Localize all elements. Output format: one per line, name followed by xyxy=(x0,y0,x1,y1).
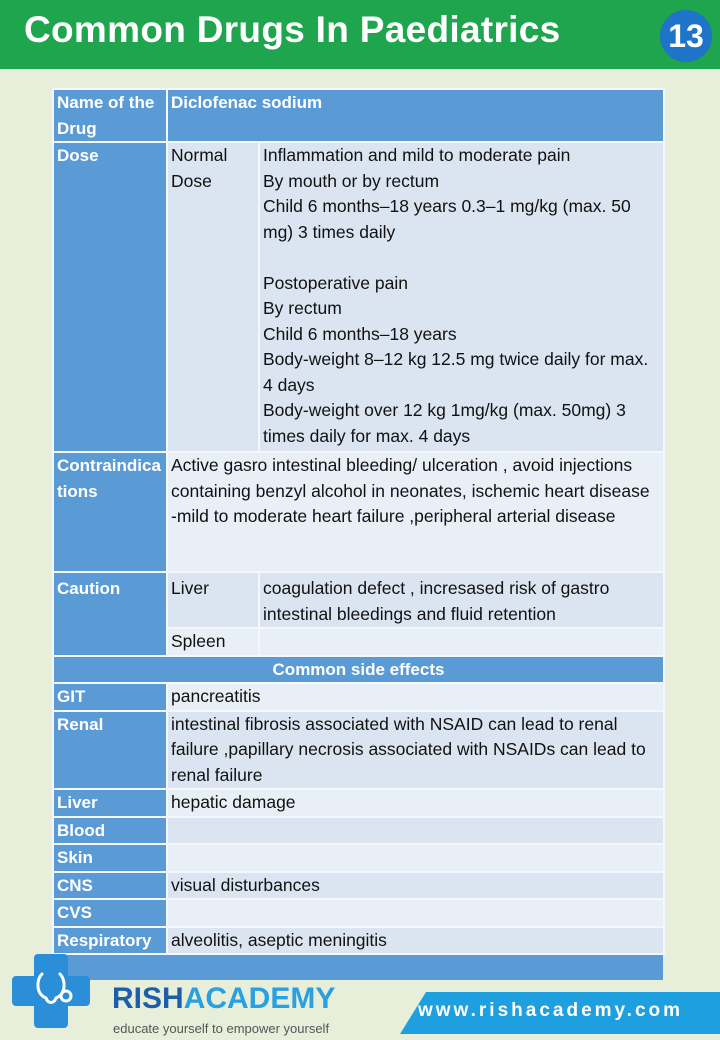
system-label: Blood xyxy=(53,817,167,845)
dose-line: By mouth or by rectum xyxy=(263,170,440,191)
system-label: CVS xyxy=(53,899,167,927)
website-link[interactable]: www.rishacademy.com xyxy=(418,1000,684,1021)
drug-name-value: Diclofenac sodium xyxy=(167,89,664,142)
contraindications-value: Active gasro intestinal bleeding/ ulceration , avoid injections containing benzyl alcohol in neonates, ischemic heart disease -mild to moderate heart failure ,peripheral arterial disease xyxy=(167,452,664,572)
table-row xyxy=(53,817,664,845)
side-effect-text: intestinal fibrosis associated with NSAID can lead to renal failure ,papillary necrosis associated with NSAIDs can lead to renal failure xyxy=(167,711,664,790)
system-label: Liver xyxy=(53,789,167,817)
table-row xyxy=(53,899,664,927)
side-effect-text xyxy=(167,817,664,845)
header-bar xyxy=(0,0,720,69)
table-row xyxy=(53,89,664,142)
table-row xyxy=(53,683,664,711)
dose-sublabel: Normal Dose xyxy=(167,142,259,452)
brand-name xyxy=(112,982,335,1016)
drug-sheet xyxy=(52,88,663,980)
table-row xyxy=(53,872,664,900)
dose-line: Body-weight 8–12 kg 12.5 mg twice daily for max. 4 days xyxy=(263,349,649,395)
dose-line: Child 6 months–18 years xyxy=(263,323,457,344)
system-label: Skin xyxy=(53,844,167,872)
dose-line: Inflammation and mild to moderate pain xyxy=(263,145,571,165)
side-effect-text: pancreatitis xyxy=(167,683,664,711)
dose-line: Postoperative pain xyxy=(263,272,408,293)
system-label: GIT xyxy=(53,683,167,711)
caution-organ: Liver xyxy=(167,572,259,628)
side-effect-text xyxy=(167,899,664,927)
brand-part2: ACADEMY xyxy=(183,982,336,1015)
side-effect-text: visual disturbances xyxy=(167,872,664,900)
drug-name-label: Name of the Drug xyxy=(53,89,167,142)
system-label: Respiratory xyxy=(53,927,167,955)
system-label: Renal xyxy=(53,711,167,790)
table-row xyxy=(53,142,664,452)
table-row xyxy=(53,711,664,790)
system-label: CNS xyxy=(53,872,167,900)
brand-part1: RISH xyxy=(112,982,184,1015)
table-row xyxy=(53,656,664,684)
caution-organ: Spleen xyxy=(167,628,259,656)
drug-table xyxy=(52,88,665,955)
side-effect-text xyxy=(167,844,664,872)
dose-label: Dose xyxy=(53,142,167,452)
medical-cross-logo-icon xyxy=(8,950,98,1032)
table-row xyxy=(53,844,664,872)
side-effect-text: alveolitis, aseptic meningitis xyxy=(167,927,664,955)
caution-text xyxy=(259,628,664,656)
table-row xyxy=(53,789,664,817)
dose-line: Child 6 months–18 years 0.3–1 mg/kg (max. 50 mg) 3 times daily xyxy=(263,196,631,242)
page-title: Common Drugs In Paediatrics xyxy=(24,9,561,50)
side-effect-text: hepatic damage xyxy=(167,789,664,817)
page-number-badge: 13 xyxy=(660,10,712,62)
dose-details xyxy=(259,142,664,452)
dose-line: By rectum xyxy=(263,298,342,318)
caution-label: Caution xyxy=(53,572,167,656)
table-row xyxy=(53,927,664,955)
tagline: educate yourself to empower yourself xyxy=(113,1021,330,1036)
caution-text: coagulation defect , incresased risk of gastro intestinal bleedings and fluid retention xyxy=(259,572,664,628)
contraindications-label: Contraindications xyxy=(53,452,167,572)
side-effects-heading: Common side effects xyxy=(53,656,664,684)
table-row xyxy=(53,452,664,572)
table-row xyxy=(53,572,664,628)
dose-line: Body-weight over 12 kg 1mg/kg (max. 50mg) 3 times daily for max. 4 days xyxy=(263,400,626,446)
